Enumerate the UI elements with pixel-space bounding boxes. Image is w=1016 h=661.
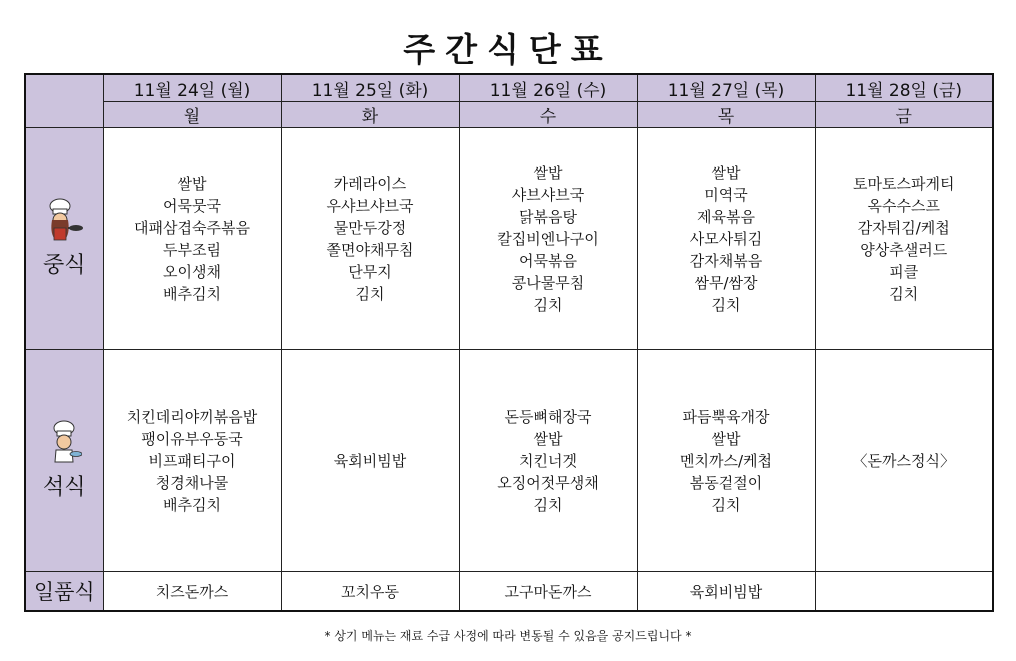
dinner-label: 석식 — [42, 475, 86, 500]
date-header: 11월 28일 (금) — [815, 74, 993, 102]
menu-item: 치킨너겟 — [519, 451, 577, 470]
menu-item: 쌀밥 — [711, 163, 741, 182]
footnote: * 상기 메뉴는 재료 수급 사정에 따라 변동될 수 있음을 공지드립니다 * — [324, 629, 692, 643]
menu-item: 양상추샐러드 — [860, 240, 948, 259]
date-header: 11월 26일 (수) — [459, 74, 637, 102]
menu-item: 물만두강정 — [333, 218, 407, 237]
menu-item: 쌈무/쌈장 — [694, 273, 758, 292]
day-header: 금 — [815, 102, 993, 128]
lunch-cell-tue — [281, 128, 459, 350]
menu-item: 칼집비엔나구이 — [497, 229, 599, 248]
menu-item: 쌀밥 — [711, 429, 741, 448]
menu-item: 배추김치 — [163, 495, 221, 514]
menu-item: 쌀밥 — [533, 163, 563, 182]
day-row — [25, 102, 993, 128]
menu-item: 김치 — [889, 284, 919, 303]
menu-item: 파듬뿍육개장 — [682, 407, 770, 426]
dinner-cell-mon — [103, 350, 281, 572]
menu-item: 쌀밥 — [177, 174, 207, 193]
menu-item: 어묵볶음 — [519, 251, 577, 270]
menu-item: 돈등뼈해장국 — [504, 407, 592, 426]
menu-item: 대패삼겹숙주볶음 — [134, 218, 250, 237]
menu-item: 콩나물무침 — [511, 273, 585, 292]
menu-item: 제육볶음 — [697, 207, 755, 226]
lunch-row — [25, 128, 993, 350]
menu-item: 피클 — [889, 262, 919, 281]
menu-item: 김치 — [355, 284, 385, 303]
day-header: 수 — [459, 102, 637, 128]
ilpum-cell-wed: 고구마돈까스 — [459, 572, 637, 612]
menu-item: 카레라이스 — [333, 174, 407, 193]
menu-item: 치킨데리야끼볶음밥 — [126, 407, 258, 426]
menu-item: 감자튀김/케첩 — [857, 218, 950, 237]
menu-item: 멘치까스/케첩 — [680, 451, 772, 470]
ilpum-cell-tue: 꼬치우동 — [281, 572, 459, 612]
date-header: 11월 27일 (목) — [637, 74, 815, 102]
menu-item: 오이생채 — [163, 262, 221, 281]
menu-item: 사모사튀김 — [689, 229, 763, 248]
menu-item: 김치 — [711, 495, 741, 514]
menu-item: 김치 — [711, 295, 741, 314]
menu-item: 쌀밥 — [533, 429, 563, 448]
chef-serving-icon — [46, 420, 82, 464]
ilpum-cell-thu: 육회비빔밥 — [637, 572, 815, 612]
menu-item: 닭볶음탕 — [519, 207, 577, 226]
chef-cooking-icon — [44, 198, 84, 242]
lunch-label: 중식 — [42, 253, 86, 278]
ilpum-cell-fri — [815, 572, 993, 612]
lunch-cell-thu — [637, 128, 815, 350]
lunch-row-header — [25, 128, 103, 350]
menu-item: 육회비빔밥 — [333, 451, 407, 470]
day-header: 월 — [103, 102, 281, 128]
menu-item: 김치 — [533, 295, 563, 314]
dinner-cell-thu — [637, 350, 815, 572]
date-header: 11월 24일 (월) — [103, 74, 281, 102]
menu-item: 팽이유부우동국 — [141, 429, 243, 448]
menu-item: 배추김치 — [163, 284, 221, 303]
menu-item: 토마토스파게티 — [853, 174, 955, 193]
weekly-menu-table — [24, 73, 994, 612]
menu-item: 오징어젓무생채 — [497, 473, 599, 492]
menu-item: 우샤브샤브국 — [326, 196, 414, 215]
corner-cell — [25, 74, 103, 128]
menu-item: 두부조림 — [163, 240, 221, 259]
menu-item: 비프패티구이 — [148, 451, 236, 470]
date-header: 11월 25일 (화) — [281, 74, 459, 102]
dinner-row — [25, 350, 993, 572]
menu-item: 봄동겉절이 — [689, 473, 763, 492]
lunch-cell-wed — [459, 128, 637, 350]
ilpum-row-header: 일품식 — [25, 572, 103, 612]
lunch-cell-mon — [103, 128, 281, 350]
ilpum-cell-mon: 치즈돈까스 — [103, 572, 281, 612]
ilpum-row — [25, 572, 993, 612]
dinner-cell-tue — [281, 350, 459, 572]
menu-item: 쫄면야채무침 — [326, 240, 414, 259]
menu-item: 〈돈까스정식〉 — [852, 451, 955, 470]
date-row — [25, 74, 993, 102]
day-header: 화 — [281, 102, 459, 128]
dinner-cell-fri — [815, 350, 993, 572]
page-title: 주간식단표 — [403, 30, 613, 69]
menu-item: 청경채나물 — [155, 473, 229, 492]
menu-item: 샤브샤브국 — [511, 185, 585, 204]
dinner-cell-wed — [459, 350, 637, 572]
menu-item: 단무지 — [348, 262, 392, 281]
menu-item: 어묵뭇국 — [163, 196, 221, 215]
menu-item: 김치 — [533, 495, 563, 514]
day-header: 목 — [637, 102, 815, 128]
menu-item: 미역국 — [704, 185, 748, 204]
menu-item: 감자채볶음 — [689, 251, 763, 270]
dinner-row-header — [25, 350, 103, 572]
menu-item: 옥수수스프 — [867, 196, 940, 215]
lunch-cell-fri — [815, 128, 993, 350]
